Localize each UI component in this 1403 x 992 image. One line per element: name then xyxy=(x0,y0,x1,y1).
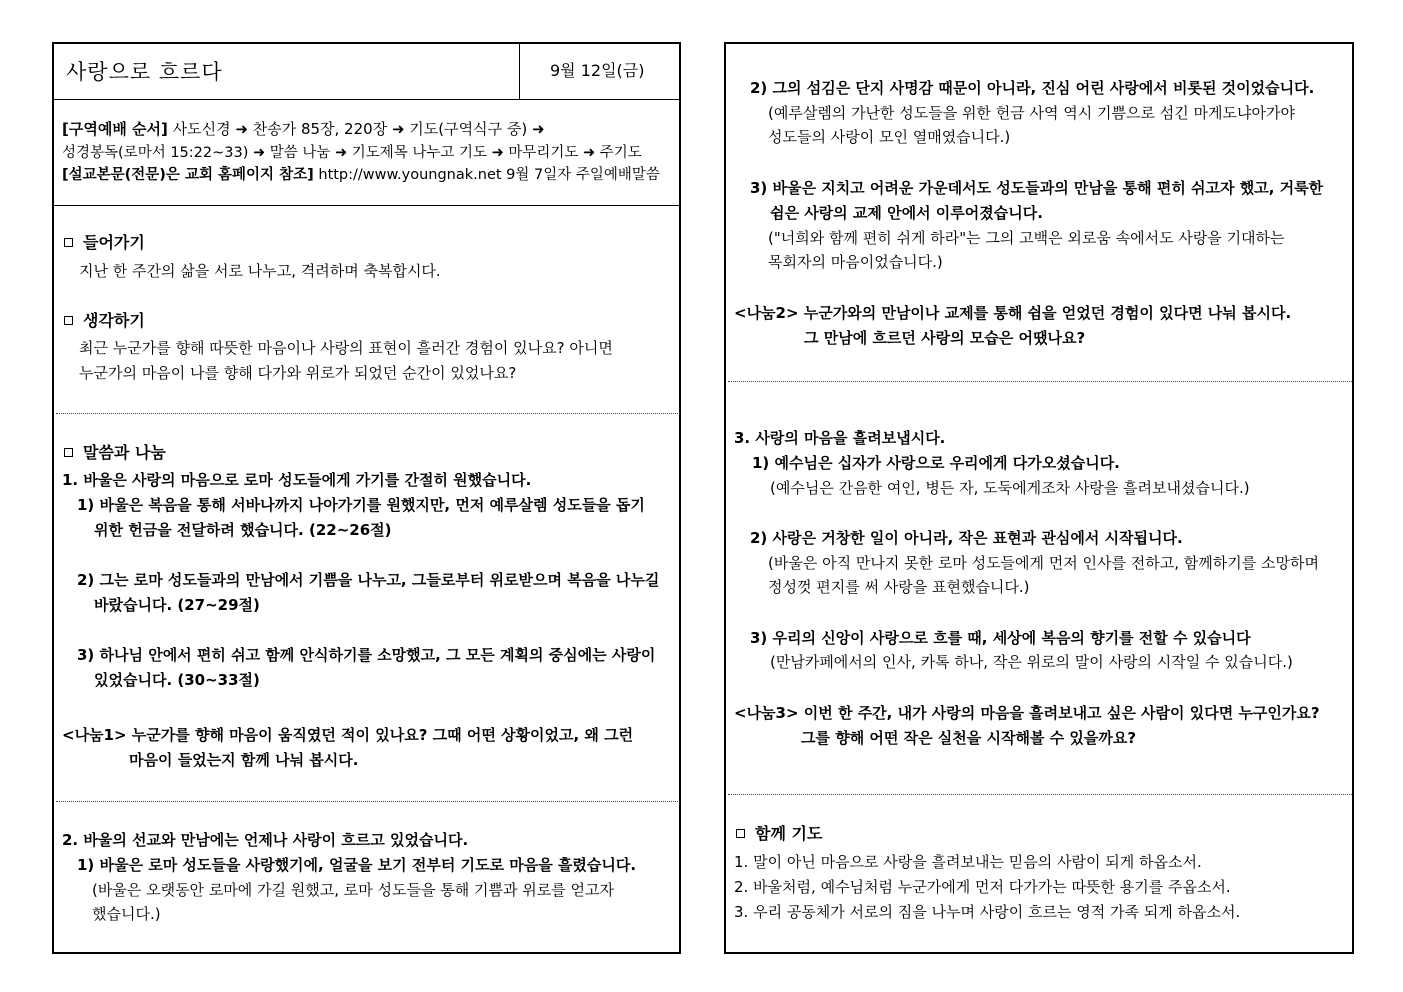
order-line-1 xyxy=(62,120,545,138)
share-3: <나눔3> 이번 한 주간, 내가 사랑의 마음을 흘려보내고 싶은 사람이 있다면 누구인가요? xyxy=(734,704,1320,722)
section-think-title xyxy=(64,312,145,330)
think-title-text: 생각하기 xyxy=(83,311,145,330)
intro-text: 지난 한 주간의 삶을 서로 나누고, 격려하며 축복합시다. xyxy=(79,262,441,280)
date-label: 9월 12일(금) xyxy=(550,61,645,80)
point-3-sub-3: 3) 우리의 신앙이 사랑으로 흐를 때, 세상에 복음의 향기를 전할 수 있습니다 xyxy=(750,629,1251,647)
prayer-item: 2. 바울처럼, 예수님처럼 누군가에게 먼저 다가가는 따뜻한 용기를 주옵소서. xyxy=(734,878,1231,896)
checkbox-square-icon xyxy=(64,316,73,325)
point-3-sub-2-note: (바울은 아직 만나지 못한 로마 성도들에게 먼저 인사를 전하고, 함께하기를 소망하며 xyxy=(768,554,1319,572)
section-intro-title xyxy=(64,234,145,252)
point-1-sub-1-cont: 위한 헌금을 전달하려 했습니다. (22~26절) xyxy=(94,521,392,539)
title-cell xyxy=(54,44,520,100)
dotted-divider xyxy=(56,801,680,802)
order-label: [구역예배 순서] xyxy=(62,120,168,138)
point-2-sub-1-note-cont: 했습니다.) xyxy=(92,905,161,923)
intro-title-text: 들어가기 xyxy=(83,233,145,252)
point-2-sub-3-note-cont: 목회자의 마음이었습니다.) xyxy=(768,253,943,271)
point-3-sub-1-note: (예수님은 간음한 여인, 병든 자, 도둑에게조차 사랑을 흘려보내셨습니다.) xyxy=(770,479,1250,497)
order-line-3 xyxy=(62,166,660,184)
point-2-heading: 2. 바울의 선교와 만남에는 언제나 사랑이 흐르고 있었습니다. xyxy=(62,831,469,849)
left-page xyxy=(52,42,681,954)
checkbox-square-icon xyxy=(64,448,73,457)
order-line-2: 성경봉독(로마서 15:22~33) ➜ 말씀 나눔 ➜ 기도제목 나누고 기도 ➜ 마무리기도 ➜ 주기도 xyxy=(62,145,642,161)
point-2-sub-3: 3) 바울은 지치고 어려운 가운데서도 성도들과의 만남을 통해 편히 쉬고자 했고, 거룩한 xyxy=(750,179,1324,197)
prayer-item: 3. 우리 공동체가 서로의 짐을 나누며 사랑이 흐르는 영적 가족 되게 하옵소서. xyxy=(734,903,1241,921)
point-1-sub-2-cont: 바랐습니다. (27~29절) xyxy=(94,596,260,614)
share-1-cont: 마음이 들었는지 함께 나눠 봅시다. xyxy=(129,751,359,769)
sermon-link: http://www.youngnak.net 9월 7일자 주일예배말씀 xyxy=(313,167,660,183)
point-1-heading: 1. 바울은 사랑의 마음으로 로마 성도들에게 가기를 간절히 원했습니다. xyxy=(62,471,532,489)
point-2-sub-3-note: ("너희와 함께 편히 쉬게 하라"는 그의 고백은 외로움 속에서도 사랑을 기대하는 xyxy=(768,229,1285,247)
page-title: 사랑으로 흐르다 xyxy=(66,60,223,84)
share-3-cont: 그를 향해 어떤 작은 실천을 시작해볼 수 있을까요? xyxy=(801,729,1137,747)
think-line: 누군가의 마음이 나를 향해 다가와 위로가 되었던 순간이 있었나요? xyxy=(79,364,517,382)
checkbox-square-icon xyxy=(64,238,73,247)
right-page xyxy=(724,42,1354,954)
order-text: 사도신경 ➜ 찬송가 85장, 220장 ➜ 기도(구역식구 중) ➜ xyxy=(167,120,545,138)
point-1-sub-3: 3) 하나님 안에서 편히 쉬고 함께 안식하기를 소망했고, 그 모든 계획의 중심에는 사랑이 xyxy=(77,646,656,664)
divider xyxy=(54,205,681,206)
point-2-sub-1: 1) 바울은 로마 성도들을 사랑했기에, 얼굴을 보기 전부터 기도로 마음을 흘렸습니다. xyxy=(77,856,637,874)
point-2-sub-2-note-cont: 성도들의 사랑이 모인 열매였습니다.) xyxy=(768,128,1011,146)
point-1-sub-2: 2) 그는 로마 성도들과의 만남에서 기쁨을 나누고, 그들로부터 위로받으며 복음을 나누길 xyxy=(77,571,660,589)
dotted-divider xyxy=(56,413,680,414)
section-word-title xyxy=(64,444,166,462)
prayer-title-text: 함께 기도 xyxy=(755,824,823,843)
point-3-sub-1: 1) 예수님은 십자가 사랑으로 우리에게 다가오셨습니다. xyxy=(752,454,1120,472)
point-3-sub-2-note-cont: 정성껏 편지를 써 사랑을 표현했습니다.) xyxy=(768,578,1030,596)
date-cell xyxy=(520,44,681,100)
point-2-sub-2-note: (예루살렘의 가난한 성도들을 위한 헌금 사역 역시 기쁨으로 섬긴 마게도냐아가야 xyxy=(768,104,1295,122)
point-2-sub-1-note: (바울은 오랫동안 로마에 가길 원했고, 로마 성도들을 통해 기쁨과 위로를 얻고자 xyxy=(92,881,614,899)
share-2-cont: 그 만남에 흐르던 사랑의 모습은 어땠나요? xyxy=(804,329,1086,347)
point-3-heading: 3. 사랑의 마음을 흘려보냅시다. xyxy=(734,429,946,447)
section-prayer-title xyxy=(736,825,822,843)
dotted-divider xyxy=(728,381,1352,382)
word-title-text: 말씀과 나눔 xyxy=(83,443,166,462)
prayer-item: 1. 말이 아닌 마음으로 사랑을 흘려보내는 믿음의 사람이 되게 하옵소서. xyxy=(734,853,1202,871)
share-2: <나눔2> 누군가와의 만남이나 교제를 통해 쉼을 얻었던 경험이 있다면 나눠 봅시다. xyxy=(734,304,1292,322)
think-line: 최근 누군가를 향해 따뜻한 마음이나 사랑의 표현이 흘러간 경험이 있나요? 아니면 xyxy=(79,339,613,357)
share-1: <나눔1> 누군가를 향해 마음이 움직였던 적이 있나요? 그때 어떤 상황이었고, 왜 그런 xyxy=(62,726,634,744)
point-3-sub-2: 2) 사랑은 거창한 일이 아니라, 작은 표현과 관심에서 시작됩니다. xyxy=(750,529,1183,547)
sermon-label: [설교본문(전문)은 교회 홈페이지 참조] xyxy=(62,167,314,183)
dotted-divider xyxy=(728,794,1352,795)
point-1-sub-3-cont: 있었습니다. (30~33절) xyxy=(94,671,260,689)
point-2-sub-3-cont: 쉼은 사랑의 교제 안에서 이루어졌습니다. xyxy=(770,204,1043,222)
point-2-sub-2: 2) 그의 섬김은 단지 사명감 때문이 아니라, 진심 어린 사랑에서 비롯된 것이었습니다. xyxy=(750,79,1315,97)
point-3-sub-3-note: (만남카페에서의 인사, 카톡 하나, 작은 위로의 말이 사랑의 시작일 수 있습니다.) xyxy=(770,653,1293,671)
point-1-sub-1: 1) 바울은 복음을 통해 서바나까지 나아가기를 원했지만, 먼저 예루살렘 성도들을 돕기 xyxy=(77,496,645,514)
checkbox-square-icon xyxy=(736,829,745,838)
